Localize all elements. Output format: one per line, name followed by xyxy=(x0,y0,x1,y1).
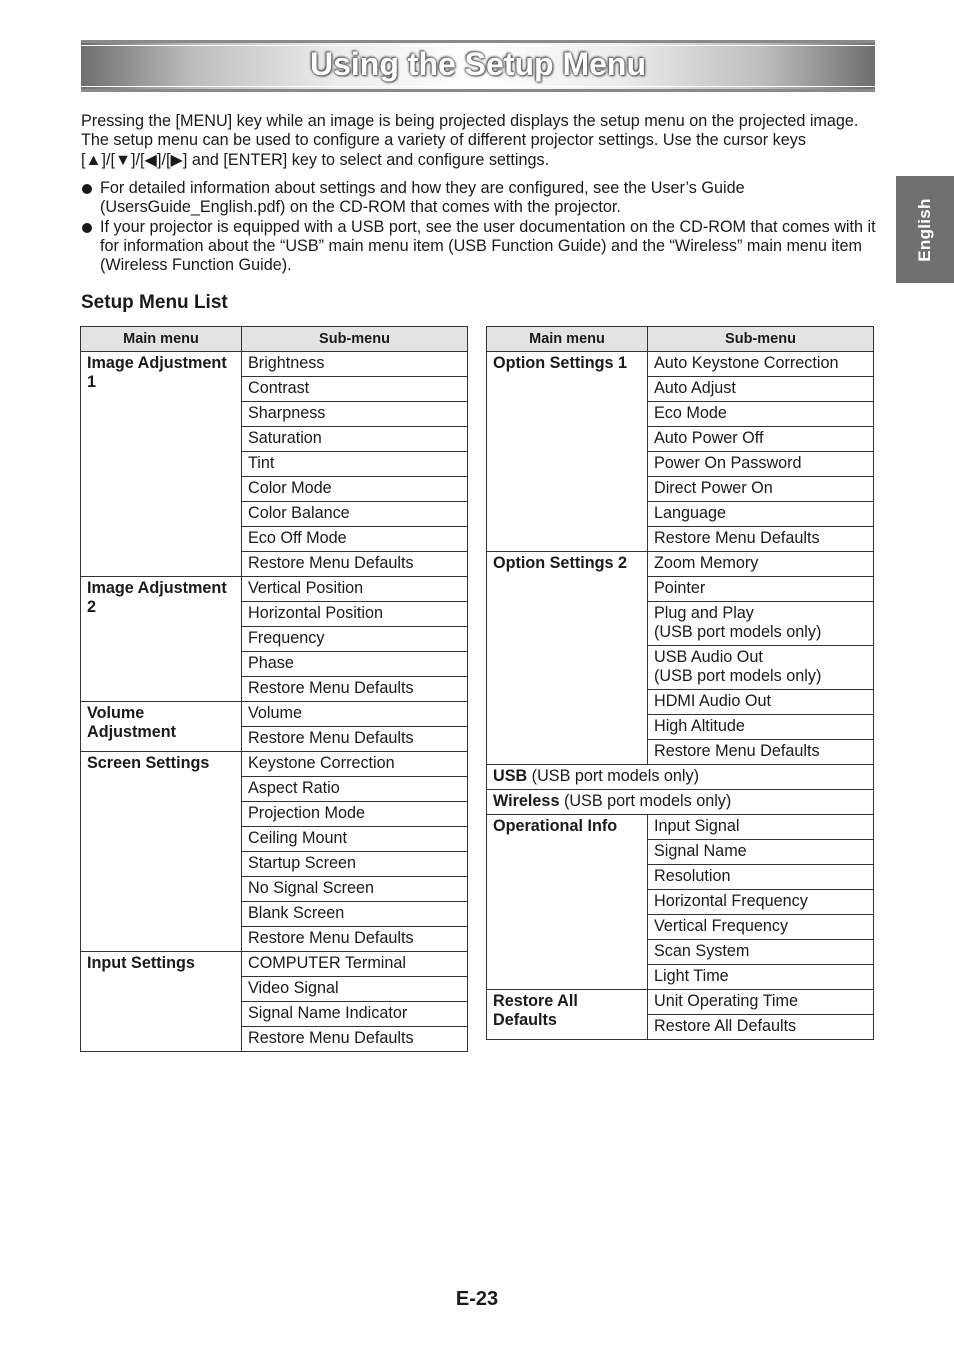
sub-menu-cell: Phase xyxy=(242,652,468,677)
sub-menu-cell: Eco Off Mode xyxy=(242,527,468,552)
page-number: E-23 xyxy=(455,1288,499,1310)
main-menu-cell xyxy=(487,790,874,815)
sub-menu-cell: COMPUTER Terminal xyxy=(242,952,468,977)
sub-menu-cell: Vertical Position xyxy=(242,577,468,602)
sub-menu-cell: Ceiling Mount xyxy=(242,827,468,852)
section-heading: Setup Menu List xyxy=(81,292,228,313)
main-menu-cell: Operational Info xyxy=(487,815,648,990)
main-menu-label: USB xyxy=(493,767,528,785)
sub-menu-cell: Zoom Memory xyxy=(648,552,874,577)
main-menu-cell: Input Settings xyxy=(81,952,242,1052)
header-sub-menu: Sub-menu xyxy=(242,327,468,352)
header-main-menu: Main menu xyxy=(81,327,242,352)
sub-menu-cell: Tint xyxy=(242,452,468,477)
sub-menu-cell: Video Signal xyxy=(242,977,468,1002)
sub-menu-cell: Signal Name xyxy=(648,840,874,865)
sub-menu-cell: Frequency xyxy=(242,627,468,652)
main-menu-cell: Volume Adjustment xyxy=(81,702,242,752)
language-tab xyxy=(896,176,954,283)
table-row xyxy=(487,352,874,377)
setup-menu-table-left xyxy=(80,326,468,1052)
sub-menu-cell: Pointer xyxy=(648,577,874,602)
main-menu-cell xyxy=(487,765,874,790)
language-tab-label: English xyxy=(915,197,934,262)
sub-menu-cell: Restore Menu Defaults xyxy=(242,727,468,752)
title-bar xyxy=(81,40,875,92)
table-row xyxy=(487,815,874,840)
sub-menu-cell: Input Signal xyxy=(648,815,874,840)
table-header-row xyxy=(81,327,468,352)
note-item: For detailed information about settings and how they are configured, see the User’s Guide (UsersGuide_English.pdf) on the CD-ROM that comes with the projector. xyxy=(81,179,876,218)
note-list xyxy=(81,179,876,275)
table-row xyxy=(487,552,874,577)
sub-menu-cell: Eco Mode xyxy=(648,402,874,427)
header-main-menu: Main menu xyxy=(487,327,648,352)
sub-menu-cell: Power On Password xyxy=(648,452,874,477)
sub-menu-cell: Restore Menu Defaults xyxy=(648,527,874,552)
sub-menu-cell: Blank Screen xyxy=(242,902,468,927)
table-row xyxy=(487,765,874,790)
table-row xyxy=(81,952,468,977)
main-menu-cell: Option Settings 1 xyxy=(487,352,648,552)
setup-menu-table-right xyxy=(486,326,874,1040)
header-sub-menu: Sub-menu xyxy=(648,327,874,352)
sub-menu-cell: Projection Mode xyxy=(242,802,468,827)
sub-menu-cell: Restore Menu Defaults xyxy=(648,740,874,765)
main-menu-label: Wireless xyxy=(493,792,560,810)
sub-menu-cell: Volume xyxy=(242,702,468,727)
table-row xyxy=(487,790,874,815)
note-item: If your projector is equipped with a USB port, see the user documentation on the CD-ROM that comes with it for information about the “USB” main menu item (USB Function Guide) and the “Wireless” main menu item (Wireless Function Guide). xyxy=(81,218,876,276)
sub-menu-cell: Contrast xyxy=(242,377,468,402)
sub-menu-cell: USB Audio Out (USB port models only) xyxy=(648,646,874,690)
sub-menu-cell: Unit Operating Time xyxy=(648,990,874,1015)
sub-menu-cell: Plug and Play (USB port models only) xyxy=(648,602,874,646)
sub-menu-cell: Startup Screen xyxy=(242,852,468,877)
sub-menu-cell: Auto Keystone Correction xyxy=(648,352,874,377)
sub-menu-cell: Restore Menu Defaults xyxy=(242,927,468,952)
sub-menu-cell: Restore All Defaults xyxy=(648,1015,874,1040)
sub-menu-cell: Horizontal Position xyxy=(242,602,468,627)
sub-menu-cell: Aspect Ratio xyxy=(242,777,468,802)
sub-menu-cell: Light Time xyxy=(648,965,874,990)
sub-menu-cell: Resolution xyxy=(648,865,874,890)
sub-menu-cell: Signal Name Indicator xyxy=(242,1002,468,1027)
table-header-row xyxy=(487,327,874,352)
main-menu-cell: Restore All Defaults xyxy=(487,990,648,1040)
main-menu-note: (USB port models only) xyxy=(527,767,700,785)
sub-menu-cell: Vertical Frequency xyxy=(648,915,874,940)
table-row xyxy=(81,702,468,727)
sub-menu-cell: No Signal Screen xyxy=(242,877,468,902)
sub-menu-cell: Restore Menu Defaults xyxy=(242,677,468,702)
sub-menu-cell: HDMI Audio Out xyxy=(648,690,874,715)
sub-menu-cell: Keystone Correction xyxy=(242,752,468,777)
sub-menu-cell: Horizontal Frequency xyxy=(648,890,874,915)
main-menu-note: (USB port models only) xyxy=(559,792,732,810)
sub-menu-cell: Restore Menu Defaults xyxy=(242,1027,468,1052)
sub-menu-cell: Sharpness xyxy=(242,402,468,427)
main-menu-cell: Screen Settings xyxy=(81,752,242,952)
table-row xyxy=(81,352,468,377)
main-menu-cell: Image Adjustment 2 xyxy=(81,577,242,702)
sub-menu-cell: Saturation xyxy=(242,427,468,452)
page-title: Using the Setup Menu xyxy=(310,46,646,82)
main-menu-cell: Option Settings 2 xyxy=(487,552,648,765)
sub-menu-cell: Direct Power On xyxy=(648,477,874,502)
sub-menu-cell: Color Balance xyxy=(242,502,468,527)
sub-menu-cell: Brightness xyxy=(242,352,468,377)
intro-paragraph: Pressing the [MENU] key while an image is being projected displays the setup menu on the projected image. The setup menu can be used to configure a variety of different projector settings. Use the cursor keys [▲]/[▼]/[◀]/[▶] and [ENTER] key to select and configure settings. xyxy=(81,112,859,169)
sub-menu-cell: Restore Menu Defaults xyxy=(242,552,468,577)
sub-menu-cell: Auto Adjust xyxy=(648,377,874,402)
sub-menu-cell: High Altitude xyxy=(648,715,874,740)
sub-menu-cell: Auto Power Off xyxy=(648,427,874,452)
main-menu-cell: Image Adjustment 1 xyxy=(81,352,242,577)
sub-menu-cell: Language xyxy=(648,502,874,527)
sub-menu-cell: Scan System xyxy=(648,940,874,965)
sub-menu-cell: Color Mode xyxy=(242,477,468,502)
table-row xyxy=(81,752,468,777)
table-row xyxy=(81,577,468,602)
table-row xyxy=(487,990,874,1015)
